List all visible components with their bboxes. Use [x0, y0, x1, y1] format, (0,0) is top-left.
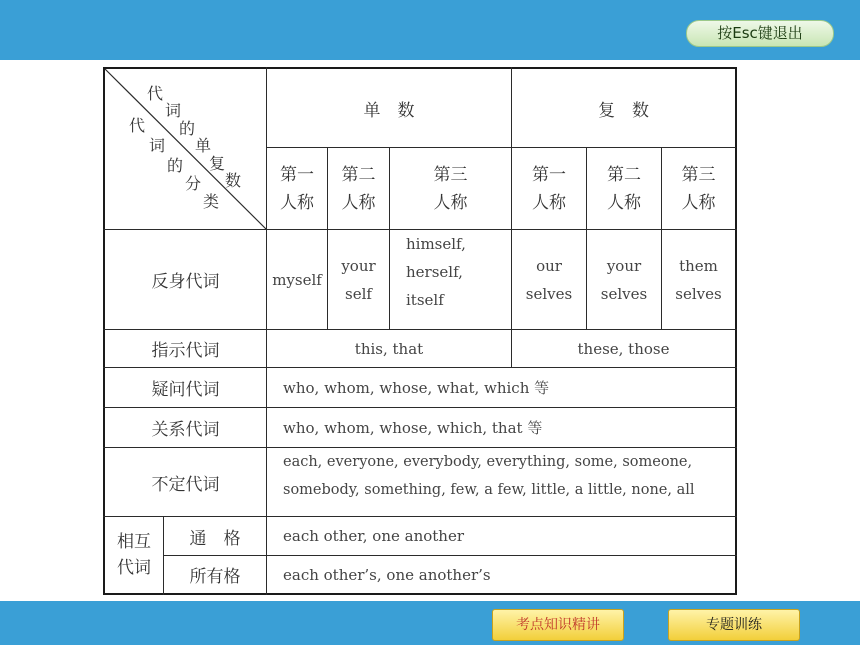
reflexive-part: selves: [525, 284, 573, 303]
singular-second-person: [328, 148, 389, 229]
person-line: 人称: [433, 192, 468, 213]
reflexive-part: itself: [406, 291, 444, 309]
reflexive-part: them: [679, 256, 718, 275]
reflexive-part: our: [536, 256, 562, 275]
person-line: 人称: [532, 192, 566, 213]
indefinite-line: each, everyone, everybody, everything, some, someone,: [283, 454, 693, 470]
reflexive-s1: myself: [272, 270, 322, 289]
person-line: 第二: [607, 164, 641, 185]
row-label-reflexive: 反身代词: [151, 272, 220, 292]
common-case-label: 通 格: [189, 528, 241, 549]
corner-char: 的: [167, 156, 184, 175]
corner-char: 数: [225, 171, 242, 190]
corner-char: 的: [179, 119, 196, 138]
person-line: 第一: [532, 164, 566, 185]
common-case-value: each other, one another: [283, 527, 465, 545]
plural-header: 复 数: [598, 100, 649, 121]
row-label-indefinite: 不定代词: [151, 474, 220, 495]
plural-second-person: [587, 148, 661, 229]
demonstrative-plural: these, those: [577, 339, 670, 358]
reflexive-p1: [512, 230, 586, 329]
reflexive-part: herself,: [406, 263, 463, 281]
indefinite-line: somebody, something, few, a few, little, a little, none, all: [283, 482, 695, 498]
row-label-interrogative: 疑问代词: [151, 380, 220, 400]
corner-char: 复: [209, 154, 226, 173]
reflexive-part: himself,: [406, 235, 466, 253]
pronoun-table: [103, 67, 737, 595]
possessive-case-label: 所有格: [189, 567, 241, 587]
topic-practice-button[interactable]: 专题训练: [668, 609, 800, 641]
reciprocal-label-line: 代词: [117, 558, 151, 578]
indefinite-value: [267, 448, 735, 516]
corner-char: 代: [147, 84, 164, 103]
corner-char: 词: [149, 136, 166, 155]
person-line: 第一: [280, 164, 314, 185]
row-label-relative: 关系代词: [151, 420, 220, 440]
demonstrative-singular: this, that: [354, 339, 424, 358]
exam-points-button[interactable]: 考点知识精讲: [492, 609, 624, 641]
corner-char: 代: [129, 116, 146, 135]
corner-char: 分: [185, 174, 202, 193]
corner-char: 词: [165, 101, 182, 120]
person-line: 人称: [681, 192, 716, 213]
person-line: 第二: [341, 164, 376, 185]
person-line: 人称: [341, 192, 376, 213]
diagonal-divider: [103, 67, 267, 230]
relative-value: who, whom, whose, which, that 等: [283, 419, 543, 437]
possessive-case-value: each other’s, one another’s: [283, 565, 491, 584]
person-line: 人称: [607, 192, 641, 213]
interrogative-value: who, whom, whose, what, which 等: [283, 379, 550, 397]
reciprocal-label-line: 相互: [117, 532, 151, 552]
person-line: 第三: [681, 164, 716, 185]
reflexive-part: self: [345, 284, 372, 303]
reflexive-s3: [390, 230, 511, 329]
reflexive-part: your: [341, 256, 376, 275]
row-label-reciprocal: [105, 517, 163, 593]
reflexive-part: selves: [600, 284, 648, 303]
corner-char: 类: [203, 192, 220, 211]
singular-header: 单 数: [363, 100, 415, 121]
singular-first-person: [267, 148, 327, 229]
person-line: 人称: [280, 192, 314, 213]
esc-exit-button[interactable]: 按Esc键退出: [686, 20, 834, 47]
reflexive-part: your: [606, 256, 642, 275]
plural-first-person: [512, 148, 586, 229]
reflexive-s2: [328, 230, 389, 329]
corner-char: 单: [195, 136, 212, 155]
reflexive-p2: [587, 230, 661, 329]
row-label-demonstrative: 指示代词: [151, 341, 220, 361]
reflexive-p3: [662, 230, 735, 329]
plural-third-person: [662, 148, 735, 229]
singular-third-person: [390, 148, 511, 229]
person-line: 第三: [433, 164, 468, 185]
reflexive-part: selves: [675, 284, 722, 303]
